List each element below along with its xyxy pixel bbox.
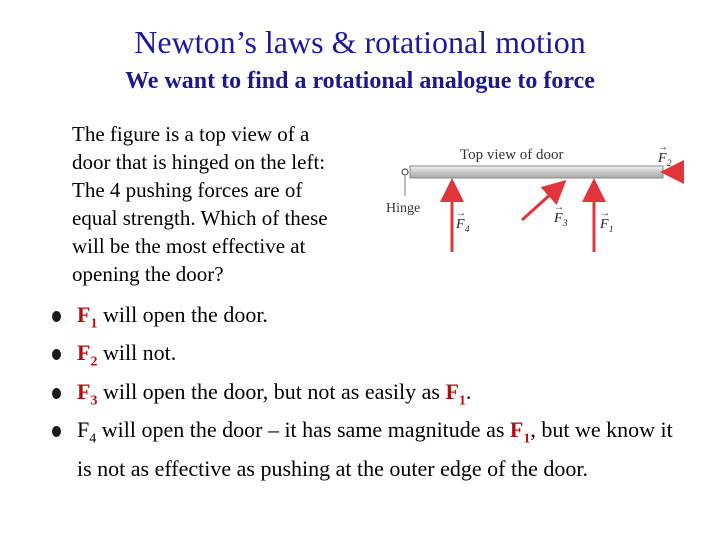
door-bar (410, 166, 663, 178)
slide-subtitle: We want to find a rotational analogue to force (125, 68, 595, 94)
question-line: door that is hinged on the left: (72, 150, 326, 174)
force-ref: $F_4$ (77, 417, 97, 447)
answer-text: will open the door. (97, 302, 268, 327)
force-f1-label (599, 208, 614, 234)
force-f4-label (455, 208, 470, 234)
answer-item-f3 (50, 377, 690, 415)
force-ref: $F_2$ (77, 340, 98, 370)
svg-text:→: → (554, 202, 564, 213)
answer-tail: , but we know it is not as effective as pushing at the outer edge of the door. (77, 417, 673, 481)
question-line: The figure is a top view of a (72, 122, 310, 146)
svg-text:F: F (600, 217, 609, 232)
force-ref: $F_1$ (509, 417, 531, 447)
door-diagram (384, 140, 684, 260)
answer-tail: . (465, 378, 472, 404)
answer-item-f4 (50, 415, 690, 482)
svg-text:3: 3 (563, 218, 568, 228)
bullet-dot-icon (52, 426, 61, 437)
svg-text:F: F (456, 217, 465, 232)
svg-text:2: 2 (667, 158, 672, 168)
question-text (72, 120, 372, 288)
svg-text:→: → (658, 142, 668, 153)
svg-text:→: → (456, 208, 466, 219)
force-f2-label (657, 142, 672, 168)
answer-text: will open the door – it has same magnitude as (96, 417, 510, 443)
svg-text:→: → (600, 208, 610, 219)
answer-list (50, 300, 690, 483)
bullet-dot-icon (52, 311, 61, 322)
question-line: will be the most effective at (72, 234, 306, 258)
bullet-dot-icon (52, 388, 61, 399)
answer-text: will open the door, but not as easily as (97, 378, 446, 404)
force-ref: $F_1$ (445, 378, 466, 409)
hinge-pivot (402, 169, 408, 175)
force-ref: $F_3$ (77, 378, 98, 409)
svg-text:F: F (554, 211, 563, 226)
answer-text: will not. (97, 340, 177, 366)
svg-text:1: 1 (609, 224, 614, 234)
question-line: opening the door? (72, 262, 224, 286)
bullet-dot-icon (52, 349, 61, 360)
svg-text:4: 4 (465, 224, 470, 234)
svg-text:F: F (658, 151, 667, 166)
slide-title: Newton’s laws & rotational motion (134, 24, 586, 60)
question-line: equal strength. Which of these (72, 206, 328, 230)
answer-item-f1 (50, 300, 690, 338)
answer-item-f2 (50, 338, 690, 376)
question-line: The 4 pushing forces are of (72, 178, 303, 202)
hinge-label: Hinge (386, 201, 421, 216)
force-ref: $F_1$ (77, 302, 98, 332)
force-f3-label (553, 202, 568, 228)
door-label: Top view of door (460, 147, 564, 163)
